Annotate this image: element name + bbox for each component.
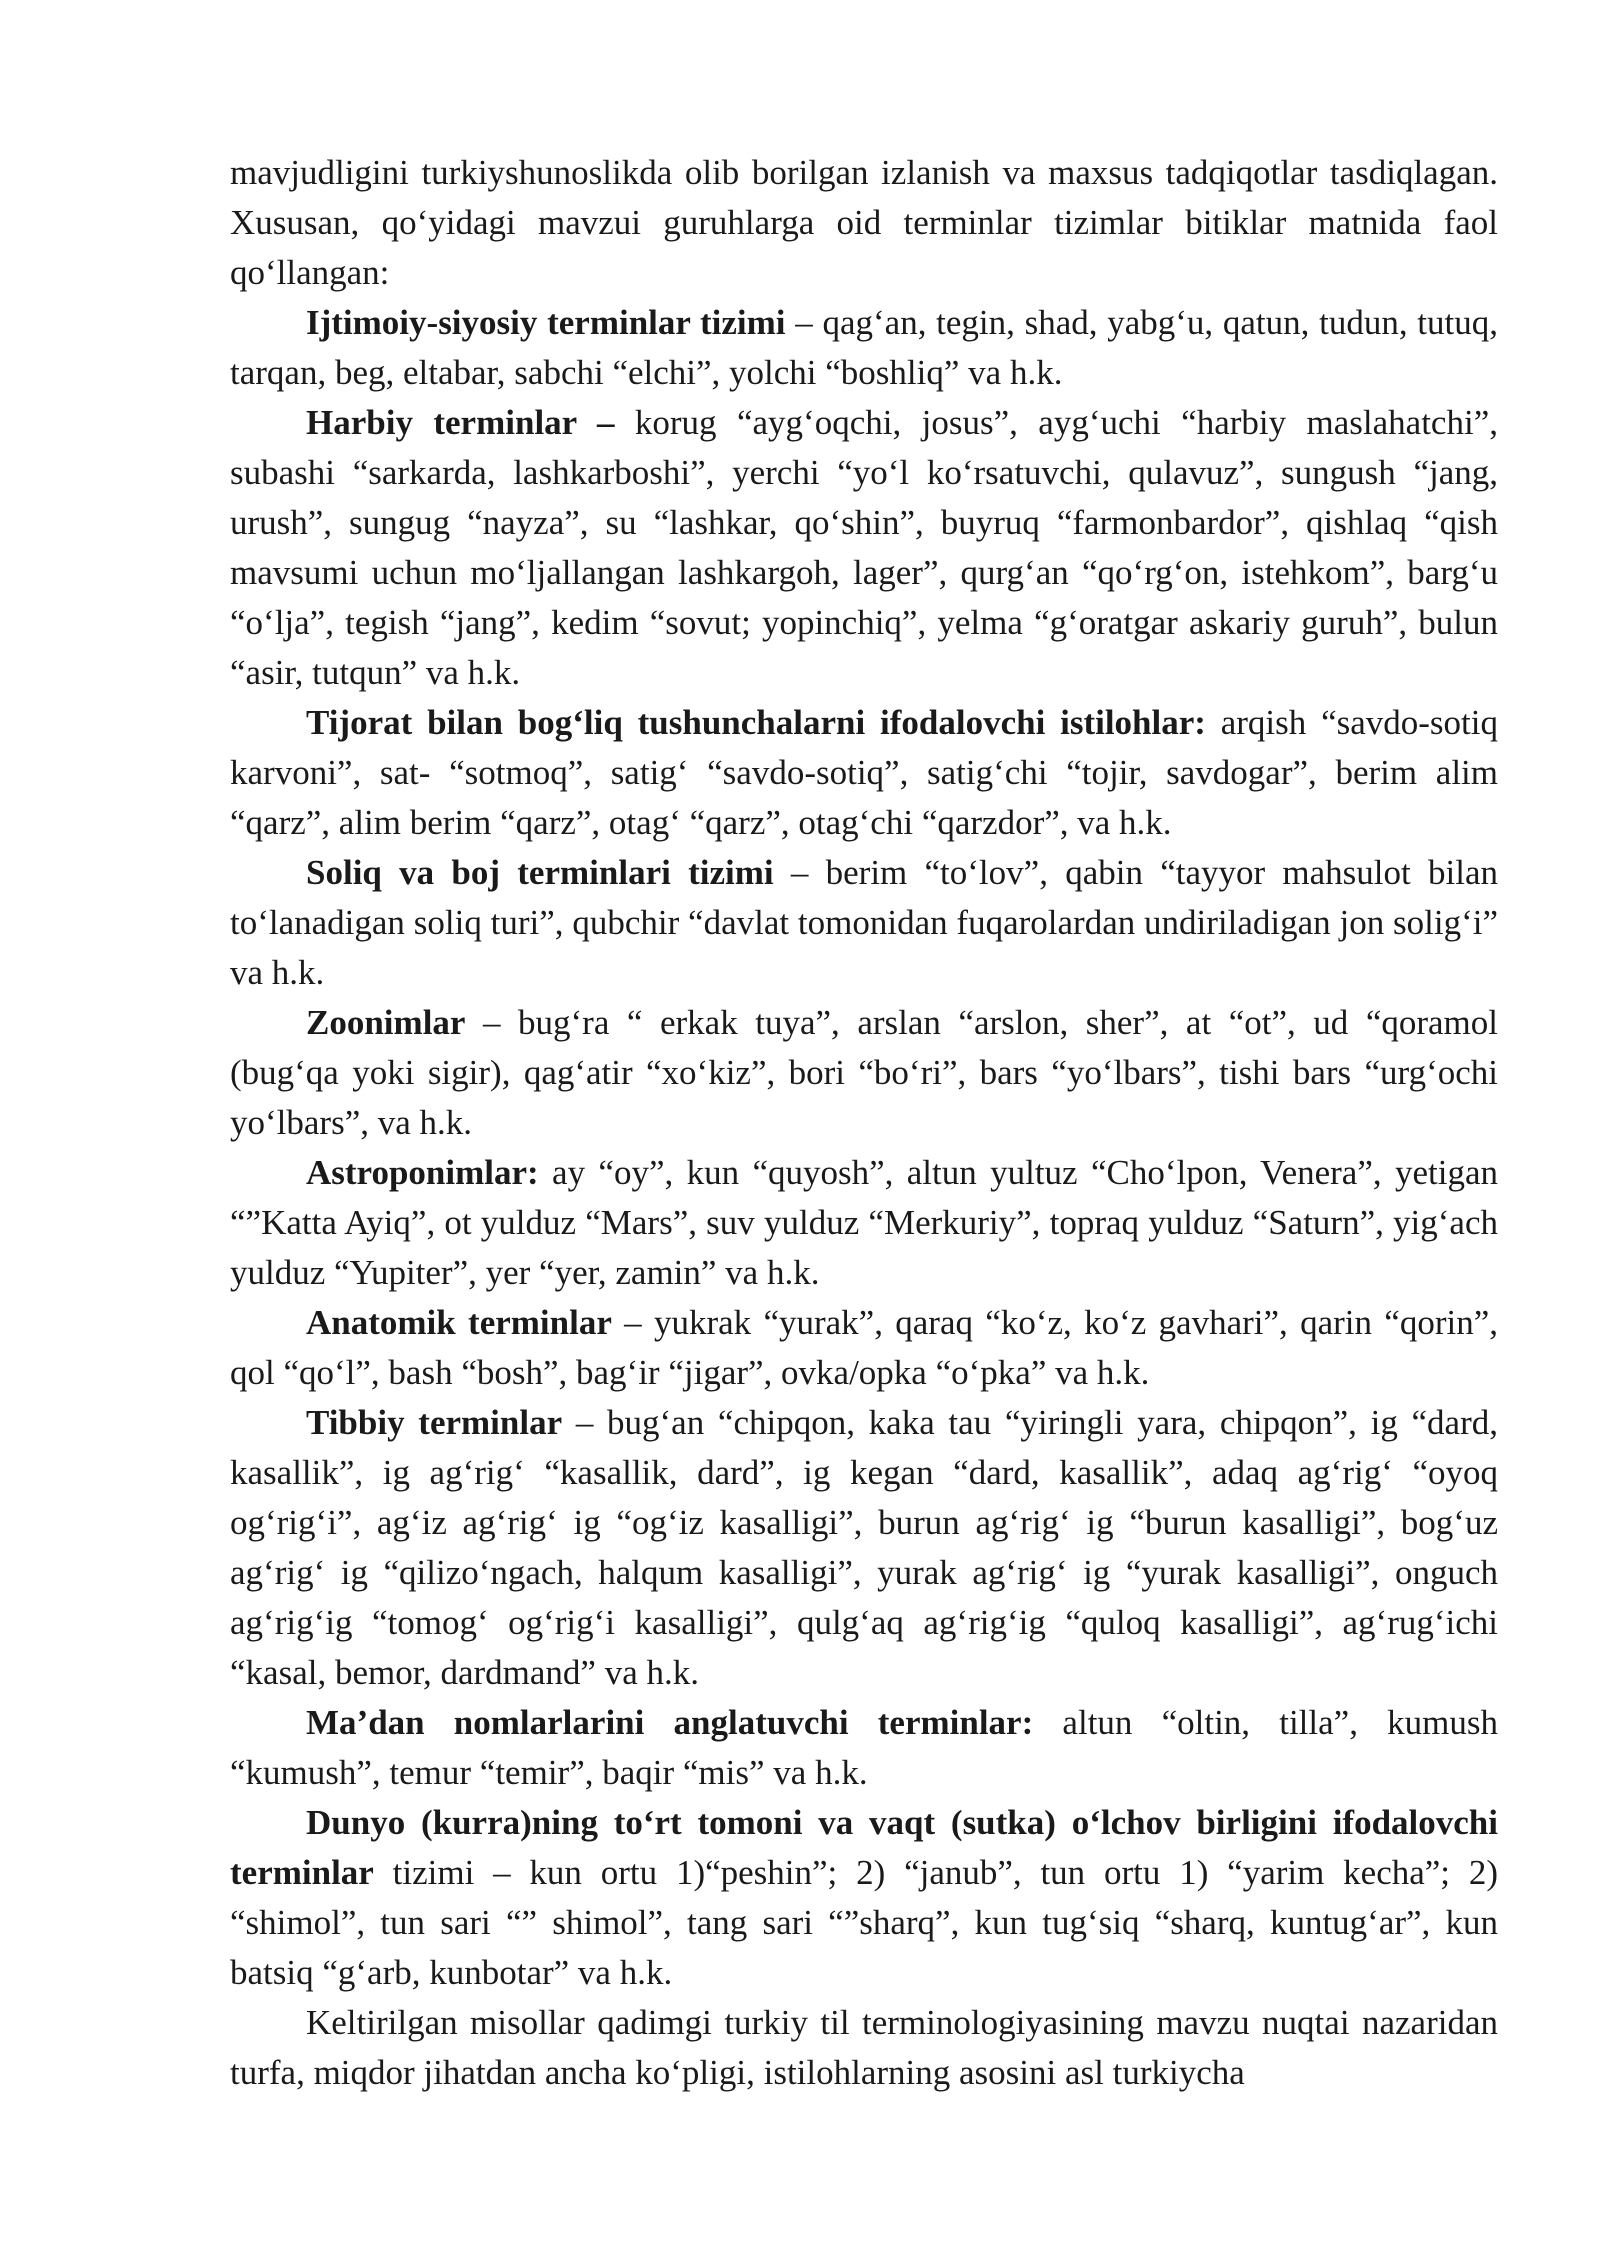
paragraph-text: – qag‘an, tegin, shad, yabg‘u, qatun, tudun, tutuq, tarqan, beg, eltabar, sabchi “elchi”, yolchi “boshliq” va h.k. [230,303,1499,392]
paragraph-text: ay “oy”, kun “quyosh”, altun yultuz “Cho‘lpon, Venera”, yetigan “”Katta Ayiq”, ot yulduz “Mars”, suv yulduz “Merkuriy”, topraq yulduz “Saturn”, yig‘ach yulduz “Yupiter”, yer “yer, zamin” va h.k. [230,1153,1498,1292]
paragraph-heading: Zoonimlar [306,1003,466,1042]
paragraph-text: korug “ayg‘oqchi, josus”, ayg‘uchi “harbiy maslahatchi”, subashi “sarkarda, lashkarboshi”, yerchi “yo‘l ko‘rsatuvchi, qulavuz”, sungush “jang, urush”, sungug “nayza”, su “lashkar, qo‘shin”, buyruq “farmonbardor”, qishlaq “qish mavsumi uchun mo‘ljallangan lashkargoh, lager”, qurg‘an “qo‘rg‘on, istehkom”, barg‘u “o‘lja”, tegish “jang”, kedim “sovut; yopinchiq”, yelma “g‘oratgar askariy guruh”, bulun “asir, tutqun” va h.k. [230,403,1498,692]
paragraph-text: mavjudligini turkiyshunoslikda olib borilgan izlanish va maxsus tadqiqotlar tasdiqlagan. Xususan, qo‘yidagi mavzui guruhlarga oid terminlar tizimlar bitiklar matnida faol qo‘llangan: [230,153,1498,292]
paragraph-social-political [230,298,1498,398]
paragraph-heading: Dunyo (kurra)ning to‘rt tomoni va vaqt (sutka) o‘lchov birligini ifodalovchi terminlar [230,1803,1498,1892]
paragraph-heading: Tibbiy terminlar [306,1403,563,1442]
paragraph-heading: Ma’dan nomlarlarini anglatuvchi terminlar: [306,1703,1034,1742]
paragraph-anatomy [230,1298,1498,1398]
paragraph-text: – berim “to‘lov”, qabin “tayyor mahsulot bilan to‘lanadigan soliq turi”, qubchir “davlat tomonidan fuqarolardan undiriladigan jon solig‘i” va h.k. [230,853,1498,992]
paragraph-trade [230,698,1498,848]
paragraph-text: arqish “savdo-sotiq karvoni”, sat- “sotmoq”, satig‘ “savdo-sotiq”, satig‘chi “tojir, savdogar”, berim alim “qarz”, alim berim “qarz”, otag‘ “qarz”, otag‘chi “qarzdor”, va h.k. [230,703,1498,842]
paragraph-intro [230,148,1498,298]
paragraph-astronyms [230,1148,1498,1298]
paragraph-heading: Tijorat bilan bog‘liq tushunchalarni ifodalovchi istilohlar: [306,703,1206,742]
paragraph-heading: Soliq va boj terminlari tizimi [306,853,774,892]
paragraph-zoonyms [230,998,1498,1148]
paragraph-text: Keltirilgan misollar qadimgi turkiy til terminologiyasining mavzu nuqtai nazaridan turfa, miqdor jihatdan ancha ko‘pligi, istilohlarning asosini asl turkiycha [230,2003,1498,2092]
paragraph-military [230,398,1498,698]
paragraph-heading: Astroponimlar: [306,1153,539,1192]
paragraph-tax [230,848,1498,998]
paragraph-text: – bug‘ra “ erkak tuya”, arslan “arslon, sher”, at “ot”, ud “qoramol (bug‘qa yoki sigir), qag‘atir “xo‘kiz”, bori “bo‘ri”, bars “yo‘lbars”, tishi bars “urg‘ochi yo‘lbars”, va h.k. [230,1003,1498,1142]
paragraph-text: – bug‘an “chipqon, kaka tau “yiringli yara, chipqon”, ig “dard, kasallik”, ig ag‘rig‘ “kasallik, dard”, ig kegan “dard, kasallik”, adaq ag‘rig‘ “oyoq og‘rig‘i”, ag‘iz ag‘rig‘ ig “og‘iz kasalligi”, burun ag‘rig‘ ig “burun kasalligi”, bog‘uz ag‘rig‘ ig “qilizo‘ngach, halqum kasalligi”, yurak ag‘rig‘ ig “yurak kasalligi”, onguch ag‘rig‘ig “tomog‘ og‘rig‘i kasalligi”, qulg‘aq ag‘rig‘ig “quloq kasalligi”, ag‘rug‘ichi “kasal, bemor, dardmand” va h.k. [230,1403,1498,1692]
paragraph-metals [230,1698,1498,1798]
paragraph-text: tizimi – kun ortu 1)“peshin”; 2) “janub”, tun ortu 1) “yarim kecha”; 2) “shimol”, tun sari “” shimol”, tang sari “”sharq”, kun tug‘siq “sharq, kuntug‘ar”, kun batsiq “g‘arb, kunbotar” va h.k. [230,1853,1498,1992]
document-page [230,148,1498,2098]
paragraph-directions-time [230,1798,1498,1998]
paragraph-text: – yukrak “yurak”, qaraq “ko‘z, ko‘z gavhari”, qarin “qorin”, qol “qo‘l”, bash “bosh”, bag‘ir “jigar”, ovka/opka “o‘pka” va h.k. [230,1303,1498,1392]
paragraph-medical [230,1398,1498,1698]
paragraph-heading: Anatomik terminlar [306,1303,612,1342]
paragraph-conclusion [230,1998,1498,2098]
paragraph-text: altun “oltin, tilla”, kumush “kumush”, temur “temir”, baqir “mis” va h.k. [230,1703,1498,1792]
paragraph-heading: Ijtimoiy-siyosiy terminlar tizimi [306,303,786,342]
paragraph-heading: Harbiy terminlar – [306,403,615,442]
